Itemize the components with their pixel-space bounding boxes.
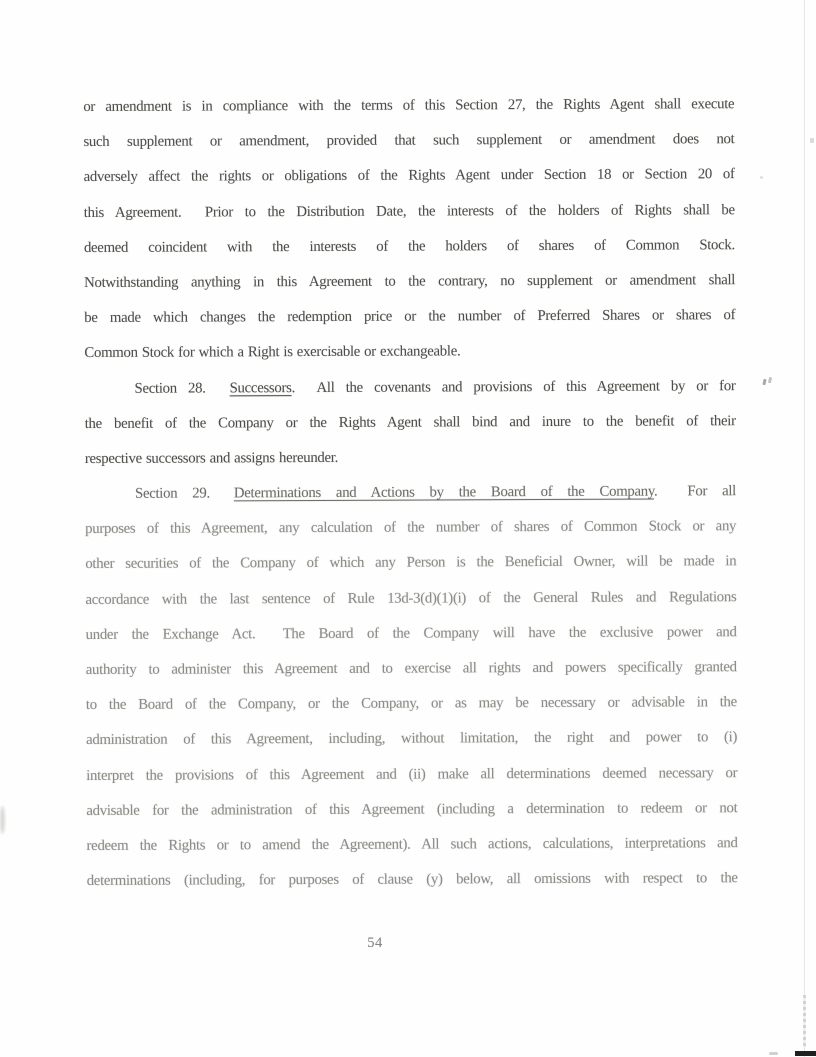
text-line — [86, 615, 737, 653]
text-line — [85, 580, 736, 618]
text-run: administration of this Agreement, including, without limitation, the right and power to (i) — [86, 729, 738, 749]
text-line — [84, 228, 735, 266]
text-line — [85, 404, 736, 442]
text-run: Common Stock for which a Right is exercisable or exchangeable. — [84, 343, 461, 362]
text-line — [84, 369, 735, 407]
page-number: 54 — [367, 935, 383, 951]
text-line — [86, 721, 737, 759]
text-line — [84, 263, 735, 301]
text-run: or amendment is in compliance with the terms of this Section 27, the Rights Agent shall execute — [83, 96, 735, 116]
text-line — [85, 509, 736, 547]
text-line — [84, 333, 735, 371]
text-line — [86, 756, 737, 794]
underlined-text: Successors — [229, 379, 292, 396]
scan-artifact-speck — [760, 176, 763, 179]
text-line — [87, 861, 738, 899]
text-line — [83, 87, 734, 125]
text-line — [86, 791, 737, 829]
text-run: be made which changes the redemption price or the number of Preferred Shares or shares of — [84, 307, 736, 327]
text-run: to the Board of the Company, or the Company, or as may be necessary or advisable in the — [85, 694, 737, 714]
text-run: respective successors and assigns hereunder. — [84, 449, 339, 467]
text-run: redeem the Rights or to amend the Agreement). All such actions, calculations, interpretations and — [86, 835, 738, 854]
text-line — [84, 298, 735, 336]
text-run: . All the covenants and provisions of this Agreement by or for — [291, 377, 736, 396]
scan-artifact-speck — [810, 138, 814, 143]
scan-artifact-corner-dots — [769, 1052, 778, 1055]
text-line — [84, 193, 735, 231]
text-run: determinations (including, for purposes of clause (y) below, all omissions with respect to the — [86, 870, 738, 890]
text-run: deemed coincident with the interests of the holders of shares of Common Stock. — [83, 236, 735, 256]
scan-artifact-speck — [762, 379, 766, 385]
text-line — [85, 474, 736, 512]
text-run: . For all — [653, 483, 737, 500]
scan-artifact-edge-line — [804, 0, 805, 1057]
text-line — [86, 650, 737, 688]
text-run: accordance with the last sentence of Rule 13d-3(d)(1)(i) of the General Rules and Regulations — [85, 588, 737, 608]
text-run: authority to administer this Agreement and to exercise all rights and powers specifically granted — [85, 659, 737, 678]
text-run: purposes of this Agreement, any calculation of the number of shares of Common Stock or any — [85, 518, 737, 538]
text-run: the benefit of the Company or the Rights Agent shall bind and inure to the benefit of their — [84, 412, 736, 432]
text-run: Notwithstanding anything in this Agreement to the contrary, no supplement or amendment shall — [84, 272, 736, 291]
text-run: adversely affect the rights or obligations of the Rights Agent under Section 18 or Section 20 of — [83, 166, 735, 186]
text-block — [83, 87, 738, 899]
text-line — [86, 685, 737, 723]
text-run: such supplement or amendment, provided that such supplement or amendment does not — [83, 131, 735, 151]
text-line — [85, 545, 736, 583]
text-run: Section 29. — [134, 485, 210, 502]
scan-artifact-left-smudge — [0, 806, 5, 834]
text-run: under the Exchange Act. The Board of the Company will have the exclusive power and — [85, 623, 737, 643]
scan-artifact-corner-dash — [795, 1051, 816, 1056]
text-run: this Agreement. Prior to the Distribution Date, the interests of the holders of Rights shall be — [83, 201, 735, 221]
text-line — [86, 826, 737, 864]
text-run: interpret the provisions of this Agreement and (ii) make all determinations deemed necessary or — [86, 764, 738, 784]
scan-artifact-edge-segment — [803, 995, 806, 1047]
text-line — [84, 158, 735, 196]
text-line — [83, 122, 734, 160]
text-line — [85, 439, 736, 477]
text-run: advisable for the administration of this Agreement (including a determination to redeem or not — [86, 799, 738, 819]
underlined-text: Determinations and Actions by the Board of the Company — [233, 483, 655, 502]
text-run: other securities of the Company of which any Person is the Beneficial Owner, will be made in — [85, 553, 737, 573]
text-run: Section 28. — [134, 379, 206, 397]
